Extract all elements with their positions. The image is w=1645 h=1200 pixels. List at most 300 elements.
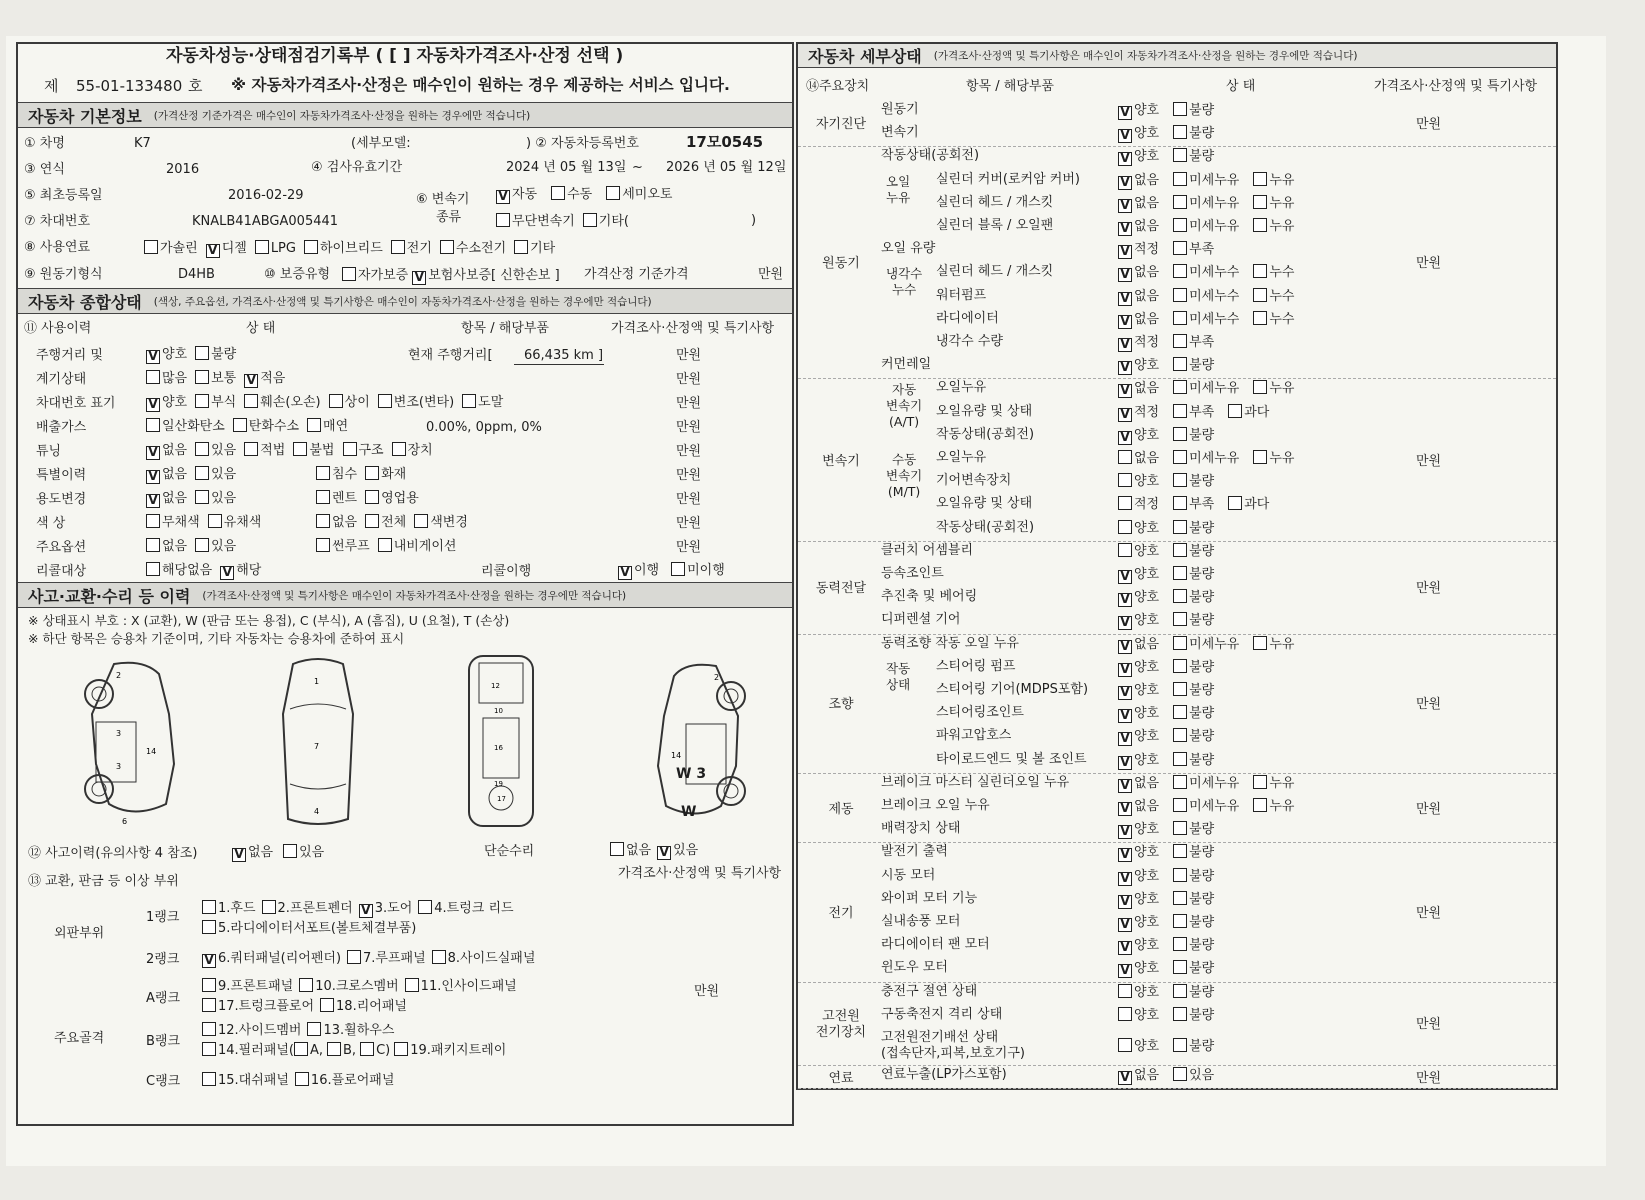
checkbox[interactable]	[360, 1042, 374, 1056]
option	[1173, 219, 1239, 234]
checkbox[interactable]: V	[220, 566, 234, 580]
checkbox[interactable]	[1118, 543, 1132, 557]
checkbox[interactable]: V	[1118, 268, 1132, 282]
option	[1118, 613, 1159, 628]
option	[365, 515, 406, 530]
checkbox[interactable]	[1173, 148, 1187, 162]
option-label: 양호	[1134, 474, 1160, 490]
checkbox[interactable]	[365, 514, 379, 528]
checkbox[interactable]	[146, 514, 160, 528]
checkbox[interactable]	[307, 1022, 321, 1036]
checkbox[interactable]	[1173, 984, 1187, 998]
option-label: 13.휠하우스	[323, 1023, 395, 1038]
checkbox[interactable]	[320, 998, 334, 1012]
option-label: 17.트렁크플로어	[218, 999, 315, 1014]
checkbox[interactable]	[1173, 125, 1187, 139]
overall-row-extra: 리콜이행	[481, 564, 532, 579]
checkbox[interactable]: V	[1118, 384, 1132, 398]
detail-part: 실내송풍 모터	[881, 914, 961, 929]
checkbox[interactable]: V	[146, 446, 160, 460]
checkbox[interactable]	[327, 1042, 341, 1056]
checkbox[interactable]	[202, 998, 216, 1012]
checkbox[interactable]	[1173, 520, 1187, 534]
checkbox[interactable]: V	[232, 848, 246, 862]
checkbox[interactable]	[1173, 891, 1187, 905]
option	[462, 395, 503, 410]
detail-group-won: 만원	[1416, 256, 1442, 272]
checkbox[interactable]	[262, 900, 276, 914]
option-label: 과다	[1244, 404, 1270, 420]
checkbox-pillar[interactable]	[202, 1042, 216, 1056]
option-label: 양호	[1134, 845, 1160, 861]
option	[195, 539, 236, 554]
option	[1173, 567, 1214, 582]
option-label: 양호	[1134, 103, 1160, 118]
option-label: 양호	[1134, 752, 1160, 768]
checkbox[interactable]	[1228, 404, 1242, 418]
option-label: 누유	[1269, 381, 1295, 397]
checkbox[interactable]	[347, 950, 361, 964]
checkbox[interactable]	[551, 186, 565, 200]
option-label: 불량	[1189, 938, 1215, 954]
col-part: 항목 / 해당부품	[966, 79, 1054, 94]
checkbox[interactable]	[1253, 636, 1267, 650]
option-label: 침수	[332, 467, 358, 482]
checkbox[interactable]	[1173, 172, 1187, 186]
checkbox[interactable]: V	[146, 470, 160, 484]
checkbox[interactable]	[307, 418, 321, 432]
option	[1118, 474, 1159, 489]
checkbox[interactable]	[343, 442, 357, 456]
overall-row-extra: 0.00%, 0ppm, 0%	[426, 420, 542, 435]
checkbox[interactable]	[365, 466, 379, 480]
overall-row-won: 만원	[676, 540, 702, 555]
option-label: 적법	[260, 443, 286, 458]
checkbox[interactable]: V	[1118, 895, 1132, 909]
detail-part: 실린더 헤드 / 개스킷	[936, 194, 1054, 210]
checkbox[interactable]: V	[146, 494, 160, 508]
checkbox[interactable]	[610, 842, 624, 856]
checkbox[interactable]	[1173, 195, 1187, 209]
option	[1118, 753, 1159, 768]
checkbox[interactable]	[1118, 984, 1132, 998]
option-label: 없음	[332, 515, 358, 530]
option	[202, 999, 314, 1014]
option-label: 없음	[1134, 451, 1160, 466]
checkbox[interactable]	[1173, 914, 1187, 928]
checkbox[interactable]	[329, 394, 343, 408]
checkbox[interactable]	[496, 213, 510, 227]
checkbox[interactable]: V	[1118, 732, 1132, 746]
checkbox[interactable]	[316, 514, 330, 528]
checkbox[interactable]	[1253, 380, 1267, 394]
checkbox[interactable]: V	[146, 350, 160, 364]
checkbox[interactable]: V	[1118, 941, 1132, 955]
svg-text:6: 6	[122, 817, 128, 824]
detail-options	[1118, 612, 1228, 630]
option-label: 없음	[1134, 288, 1160, 304]
checkbox[interactable]	[1173, 1007, 1187, 1021]
option-label: 디젤	[221, 241, 247, 256]
checkbox[interactable]	[1173, 218, 1187, 232]
checkbox[interactable]	[365, 490, 379, 504]
price-std-label: 가격산정 기준가격	[584, 267, 689, 282]
checkbox[interactable]	[1173, 1067, 1187, 1081]
checkbox[interactable]	[1173, 357, 1187, 371]
checkbox[interactable]	[1173, 728, 1187, 742]
checkbox[interactable]	[1118, 520, 1132, 534]
checkbox[interactable]	[1253, 218, 1267, 232]
checkbox[interactable]	[583, 213, 597, 227]
checkbox[interactable]	[202, 900, 216, 914]
detail-options	[1118, 844, 1228, 862]
overall-row-won: 만원	[676, 468, 702, 483]
checkbox[interactable]	[195, 442, 209, 456]
option	[359, 901, 413, 916]
checkbox[interactable]: V	[657, 846, 671, 860]
svg-text:2: 2	[116, 671, 122, 680]
checkbox[interactable]	[202, 920, 216, 934]
checkbox[interactable]	[342, 267, 356, 281]
checkbox[interactable]	[1173, 937, 1187, 951]
option	[316, 515, 357, 530]
checkbox[interactable]: V	[1118, 152, 1132, 166]
option-label: 없음	[248, 845, 274, 860]
checkbox[interactable]: V	[412, 271, 426, 285]
checkbox[interactable]	[202, 978, 216, 992]
checkbox[interactable]	[1173, 543, 1187, 557]
checkbox[interactable]	[244, 442, 258, 456]
checkbox[interactable]: V	[1118, 431, 1132, 445]
col-state: 상 태	[1226, 79, 1256, 94]
checkbox[interactable]: V	[1118, 872, 1132, 886]
detail-options	[1118, 1038, 1228, 1055]
rank2-row	[202, 950, 541, 968]
package-tray-option	[394, 1043, 510, 1058]
option	[405, 979, 517, 994]
option-label: 18.리어패널	[336, 999, 407, 1014]
option	[1228, 405, 1269, 420]
checkbox[interactable]: V	[244, 374, 258, 388]
checkbox[interactable]	[440, 240, 454, 254]
checkbox[interactable]: V	[202, 954, 216, 968]
detail-subgroup: 작동 상태	[886, 660, 911, 692]
checkbox[interactable]	[316, 538, 330, 552]
option	[283, 845, 324, 860]
inspection-to: 2026 년 05 월 12일	[666, 160, 787, 175]
mark-w-door: W 3	[676, 766, 707, 782]
checkbox[interactable]	[1173, 682, 1187, 696]
detail-group-label: 제동	[828, 801, 854, 817]
checkbox[interactable]	[432, 950, 446, 964]
option	[414, 515, 468, 530]
checkbox[interactable]	[195, 346, 209, 360]
detail-part: 작동상태(공회전)	[936, 519, 1035, 535]
overall-row-won: 만원	[676, 372, 702, 387]
checkbox[interactable]	[233, 418, 247, 432]
detail-options	[1118, 125, 1228, 143]
checkbox[interactable]	[1173, 496, 1187, 510]
checkbox[interactable]	[1253, 172, 1267, 186]
checkbox[interactable]	[195, 370, 209, 384]
checkbox[interactable]	[208, 514, 222, 528]
overall-row-options	[146, 370, 293, 388]
detail-options	[1118, 148, 1228, 166]
checkbox[interactable]: V	[1118, 176, 1132, 190]
checkbox[interactable]	[1173, 821, 1187, 835]
checkbox[interactable]	[195, 466, 209, 480]
checkbox[interactable]	[195, 394, 209, 408]
option-label: 미세누유	[1189, 799, 1240, 814]
checkbox[interactable]	[1173, 566, 1187, 580]
detail-part: 오일누유	[936, 450, 987, 465]
option-label: 8.사이드실패널	[447, 951, 536, 966]
option-label: 15.대쉬패널	[218, 1073, 289, 1088]
checkbox[interactable]: V	[618, 566, 632, 580]
option	[1173, 474, 1214, 489]
checkbox[interactable]	[195, 538, 209, 552]
checkbox[interactable]: V	[1118, 756, 1132, 770]
option-label: 불량	[1189, 706, 1215, 722]
checkbox[interactable]: V	[1118, 361, 1132, 375]
detail-separator	[798, 378, 1556, 379]
checkbox[interactable]: V	[1118, 918, 1132, 932]
option-label: 없음	[162, 491, 188, 506]
checkbox[interactable]: V	[1118, 616, 1132, 630]
option-label: 불량	[1189, 868, 1215, 884]
checkbox[interactable]	[1118, 1038, 1132, 1052]
checkbox[interactable]	[514, 240, 528, 254]
option-label: 없음	[1134, 1068, 1160, 1084]
checkbox[interactable]	[1173, 102, 1187, 116]
checkbox[interactable]	[299, 978, 313, 992]
checkbox[interactable]	[1253, 450, 1267, 464]
checkbox[interactable]	[606, 186, 620, 200]
detail-part: 오일 유량	[881, 241, 936, 257]
checkbox[interactable]	[202, 1022, 216, 1036]
trans-close: )	[751, 213, 757, 228]
checkbox[interactable]	[394, 1042, 408, 1056]
checkbox[interactable]	[1173, 450, 1187, 464]
checkbox[interactable]	[295, 1072, 309, 1086]
checkbox[interactable]	[1173, 1038, 1187, 1052]
checkbox[interactable]	[378, 538, 392, 552]
option	[146, 491, 187, 506]
checkbox[interactable]: V	[359, 904, 373, 918]
option	[316, 539, 370, 554]
detail-options	[1118, 357, 1228, 375]
checkbox[interactable]: V	[206, 244, 220, 258]
checkbox[interactable]	[1173, 241, 1187, 255]
checkbox[interactable]: V	[1118, 245, 1132, 259]
option	[1118, 1039, 1159, 1054]
checkbox[interactable]	[1173, 705, 1187, 719]
checkbox[interactable]	[255, 240, 269, 254]
option-label: 불량	[1189, 845, 1215, 861]
checkbox[interactable]	[671, 562, 685, 576]
checkbox[interactable]: V	[1118, 709, 1132, 723]
checkbox[interactable]: V	[1118, 848, 1132, 862]
checkbox[interactable]: V	[1118, 686, 1132, 700]
overall-row-options	[146, 538, 244, 555]
checkbox[interactable]	[1173, 380, 1187, 394]
option-label: 미세누유	[1189, 172, 1240, 188]
detail-group-won: 만원	[1416, 581, 1442, 597]
checkbox[interactable]	[144, 240, 158, 254]
option-label: 있음	[299, 845, 325, 860]
detail-options	[1118, 473, 1228, 490]
checkbox[interactable]	[294, 1042, 308, 1056]
accident-history-options	[232, 844, 334, 862]
checkbox[interactable]	[1173, 752, 1187, 766]
checkbox[interactable]	[283, 844, 297, 858]
option-label: 미세누수	[1189, 265, 1240, 281]
option	[1118, 103, 1159, 118]
checkbox[interactable]	[1173, 960, 1187, 974]
checkbox[interactable]	[378, 394, 392, 408]
checkbox[interactable]: V	[1118, 222, 1132, 236]
checkbox[interactable]: V	[1118, 640, 1132, 654]
option-label: 불량	[1189, 427, 1215, 443]
checkbox[interactable]: V	[1118, 964, 1132, 978]
option	[347, 951, 426, 966]
checkbox[interactable]	[1173, 264, 1187, 278]
checkbox[interactable]	[244, 394, 258, 408]
checkbox[interactable]	[1173, 636, 1187, 650]
checkbox[interactable]	[1173, 334, 1187, 348]
detail-separator	[798, 773, 1556, 774]
checkbox[interactable]	[1173, 427, 1187, 441]
option-label: 있음	[211, 467, 237, 482]
option	[1253, 776, 1294, 791]
detail-options	[1118, 914, 1228, 932]
checkbox[interactable]: V	[1118, 106, 1132, 120]
rankC-label: C랭크	[146, 1074, 181, 1089]
detail-separator	[798, 1088, 1556, 1089]
checkbox[interactable]	[146, 418, 160, 432]
option	[255, 241, 296, 256]
checkbox[interactable]	[462, 394, 476, 408]
option-label: 부족	[1189, 404, 1215, 420]
option-label: 없음	[162, 539, 188, 554]
checkbox[interactable]: V	[1118, 199, 1132, 213]
checkbox[interactable]	[316, 490, 330, 504]
checkbox[interactable]	[418, 900, 432, 914]
option-label: 불량	[1189, 590, 1215, 606]
checkbox[interactable]: V	[1118, 408, 1132, 422]
option-label: 부족	[1189, 242, 1215, 258]
checkbox[interactable]	[293, 442, 307, 456]
year-label: ③ 연식	[24, 162, 65, 177]
checkbox[interactable]	[1118, 1007, 1132, 1021]
checkbox[interactable]	[1253, 311, 1267, 325]
checkbox[interactable]	[405, 978, 419, 992]
option	[146, 515, 200, 530]
checkbox[interactable]: V	[1118, 338, 1132, 352]
checkbox[interactable]: V	[1118, 129, 1132, 143]
checkbox[interactable]	[391, 240, 405, 254]
checkbox[interactable]	[202, 1072, 216, 1086]
option	[1173, 497, 1214, 512]
checkbox[interactable]	[1173, 775, 1187, 789]
checkbox[interactable]	[146, 370, 160, 384]
option	[1173, 173, 1239, 188]
overall-row-won: 만원	[676, 492, 702, 507]
checkbox[interactable]	[1118, 496, 1132, 510]
checkbox[interactable]: V	[1118, 1071, 1132, 1085]
checkbox[interactable]	[1173, 659, 1187, 673]
option	[232, 845, 273, 860]
svg-text:4: 4	[314, 807, 320, 816]
checkbox[interactable]	[1253, 195, 1267, 209]
checkbox[interactable]	[1118, 473, 1132, 487]
outer-panel-label: 외판부위	[54, 926, 105, 941]
option-label: 렌트	[332, 491, 358, 506]
checkbox[interactable]	[1173, 844, 1187, 858]
checkbox[interactable]: V	[1118, 570, 1132, 584]
checkbox[interactable]	[1173, 288, 1187, 302]
checkbox[interactable]	[316, 466, 330, 480]
checkbox[interactable]	[1173, 311, 1187, 325]
option-label: 상이	[344, 395, 370, 410]
checkbox[interactable]: V	[1118, 779, 1132, 793]
option	[195, 395, 236, 410]
option	[1173, 660, 1214, 675]
checkbox[interactable]: V	[146, 398, 160, 412]
checkbox[interactable]: V	[1118, 593, 1132, 607]
checkbox[interactable]: V	[1118, 663, 1132, 677]
car-left-side-diagram	[74, 654, 194, 824]
checkbox[interactable]	[1173, 404, 1187, 418]
checkbox[interactable]	[1253, 775, 1267, 789]
checkbox[interactable]: V	[1118, 825, 1132, 839]
checkbox[interactable]	[146, 562, 160, 576]
checkbox[interactable]: V	[1118, 315, 1132, 329]
checkbox[interactable]	[1173, 473, 1187, 487]
checkbox[interactable]	[1253, 288, 1267, 302]
checkbox[interactable]	[392, 442, 406, 456]
option	[1118, 799, 1159, 814]
checkbox[interactable]	[1173, 612, 1187, 626]
checkbox[interactable]: V	[1118, 802, 1132, 816]
checkbox[interactable]	[1118, 450, 1132, 464]
checkbox[interactable]	[304, 240, 318, 254]
overall-row-label: 색 상	[36, 516, 66, 531]
checkbox[interactable]	[146, 538, 160, 552]
checkbox[interactable]	[1253, 798, 1267, 812]
detail-part: 구동축전지 격리 상태	[881, 1006, 1003, 1022]
checkbox[interactable]	[1173, 798, 1187, 812]
overall-row-options	[146, 514, 269, 531]
checkbox[interactable]: V	[496, 190, 510, 204]
option	[195, 443, 236, 458]
option	[1118, 567, 1159, 582]
checkbox[interactable]	[1253, 264, 1267, 278]
detail-options	[1118, 775, 1308, 793]
detail-group-label: 고전원 전기장치	[815, 1009, 867, 1041]
option-label: 양호	[1134, 613, 1160, 629]
col-price-right: 가격조사·산정액 및 특기사항	[1374, 79, 1538, 94]
first-reg-label: ⑤ 최초등록일	[24, 188, 103, 203]
option-label: 많음	[162, 371, 188, 386]
checkbox[interactable]: V	[1118, 292, 1132, 306]
option-label: 부식	[211, 395, 237, 410]
checkbox[interactable]	[1173, 868, 1187, 882]
checkbox[interactable]	[1228, 496, 1242, 510]
checkbox[interactable]	[195, 490, 209, 504]
checkbox[interactable]	[414, 514, 428, 528]
checkbox[interactable]	[1173, 589, 1187, 603]
